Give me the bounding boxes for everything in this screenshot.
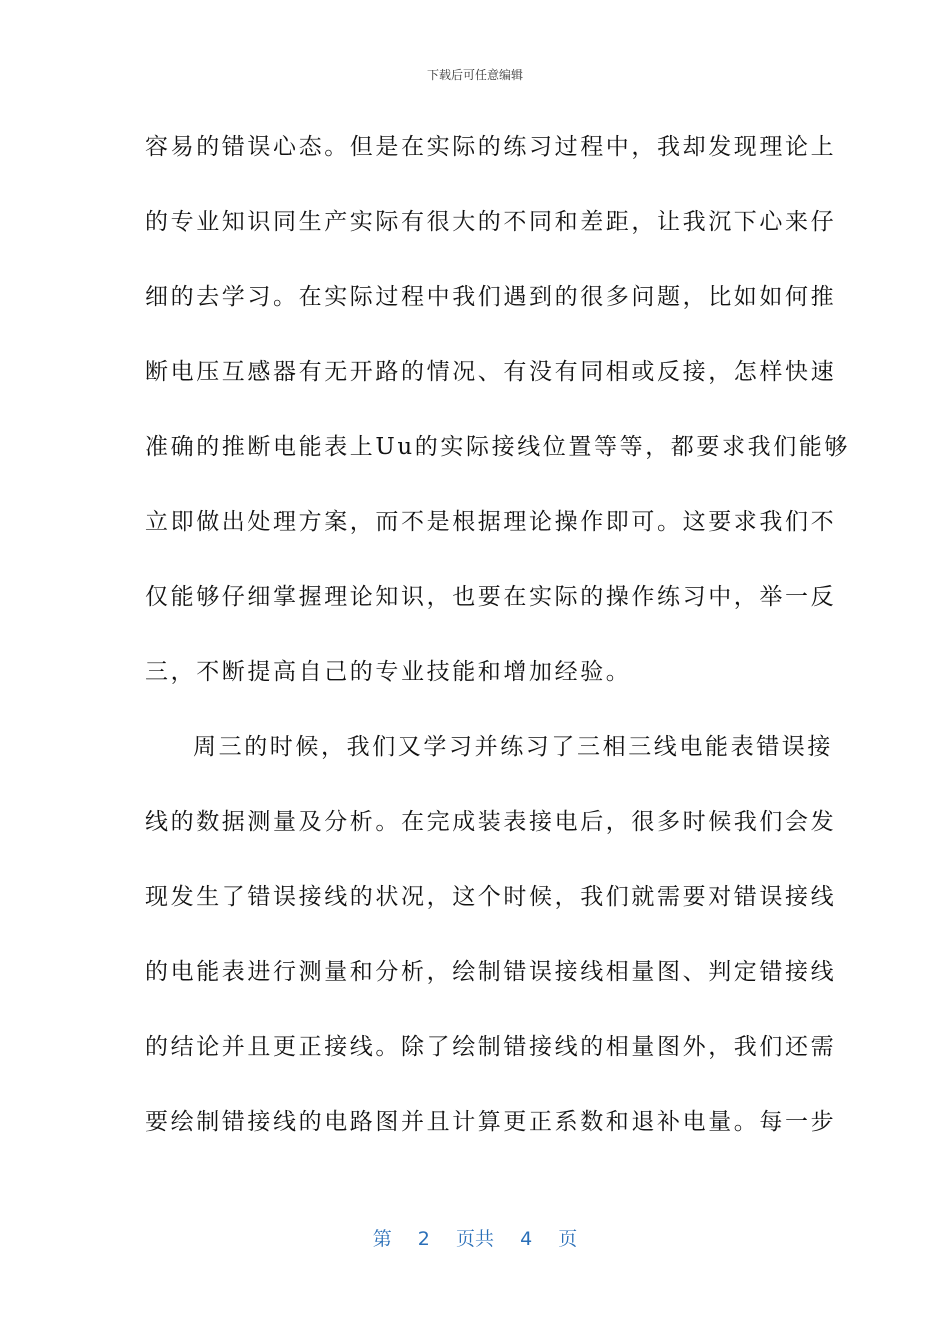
- total-pages-number: 4: [520, 1228, 533, 1250]
- text-line: 的结论并且更正接线。除了绘制错接线的相量图外，我们还需: [145, 1034, 837, 1060]
- page-footer: [0, 1224, 950, 1251]
- header-note: 下载后可任意编辑: [426, 68, 523, 82]
- text-line: 要绘制错接线的电路图并且计算更正系数和退补电量。每一步: [145, 1109, 837, 1135]
- text-line: 的专业知识同生产实际有很大的不同和差距，让我沉下心来仔: [145, 209, 837, 235]
- text-line: 细的去学习。在实际过程中我们遇到的很多问题，比如如何推: [145, 284, 837, 310]
- paragraph-start-line: 周三的时候，我们又学习并练习了三相三线电能表错误接: [193, 734, 833, 760]
- footer-prefix: 第: [372, 1228, 392, 1250]
- text-line: 仅能够仔细掌握理论知识，也要在实际的操作练习中，举一反: [145, 584, 837, 610]
- text-line: 容易的错误心态。但是在实际的练习过程中，我却发现理论上: [145, 134, 837, 160]
- footer-suffix: 页: [558, 1228, 578, 1250]
- text-line: 线的数据测量及分析。在完成装表接电后，很多时候我们会发: [145, 809, 837, 835]
- text-line: 断电压互感器有无开路的情况、有没有同相或反接，怎样快速: [145, 359, 837, 385]
- text-line: 三，不断提高自己的专业技能和增加经验。: [145, 659, 632, 685]
- text-line: 立即做出处理方案，而不是根据理论操作即可。这要求我们不: [145, 509, 837, 535]
- document-body: [145, 120, 850, 1170]
- text-line: 准确的推断电能表上Uu的实际接线位置等等，都要求我们能够: [145, 434, 850, 460]
- text-line: 现发生了错误接线的状况，这个时候，我们就需要对错误接线: [145, 884, 837, 910]
- current-page-number: 2: [417, 1228, 430, 1250]
- footer-middle: 页共: [455, 1228, 494, 1250]
- text-line: 的电能表进行测量和分析，绘制错误接线相量图、判定错接线: [145, 959, 837, 985]
